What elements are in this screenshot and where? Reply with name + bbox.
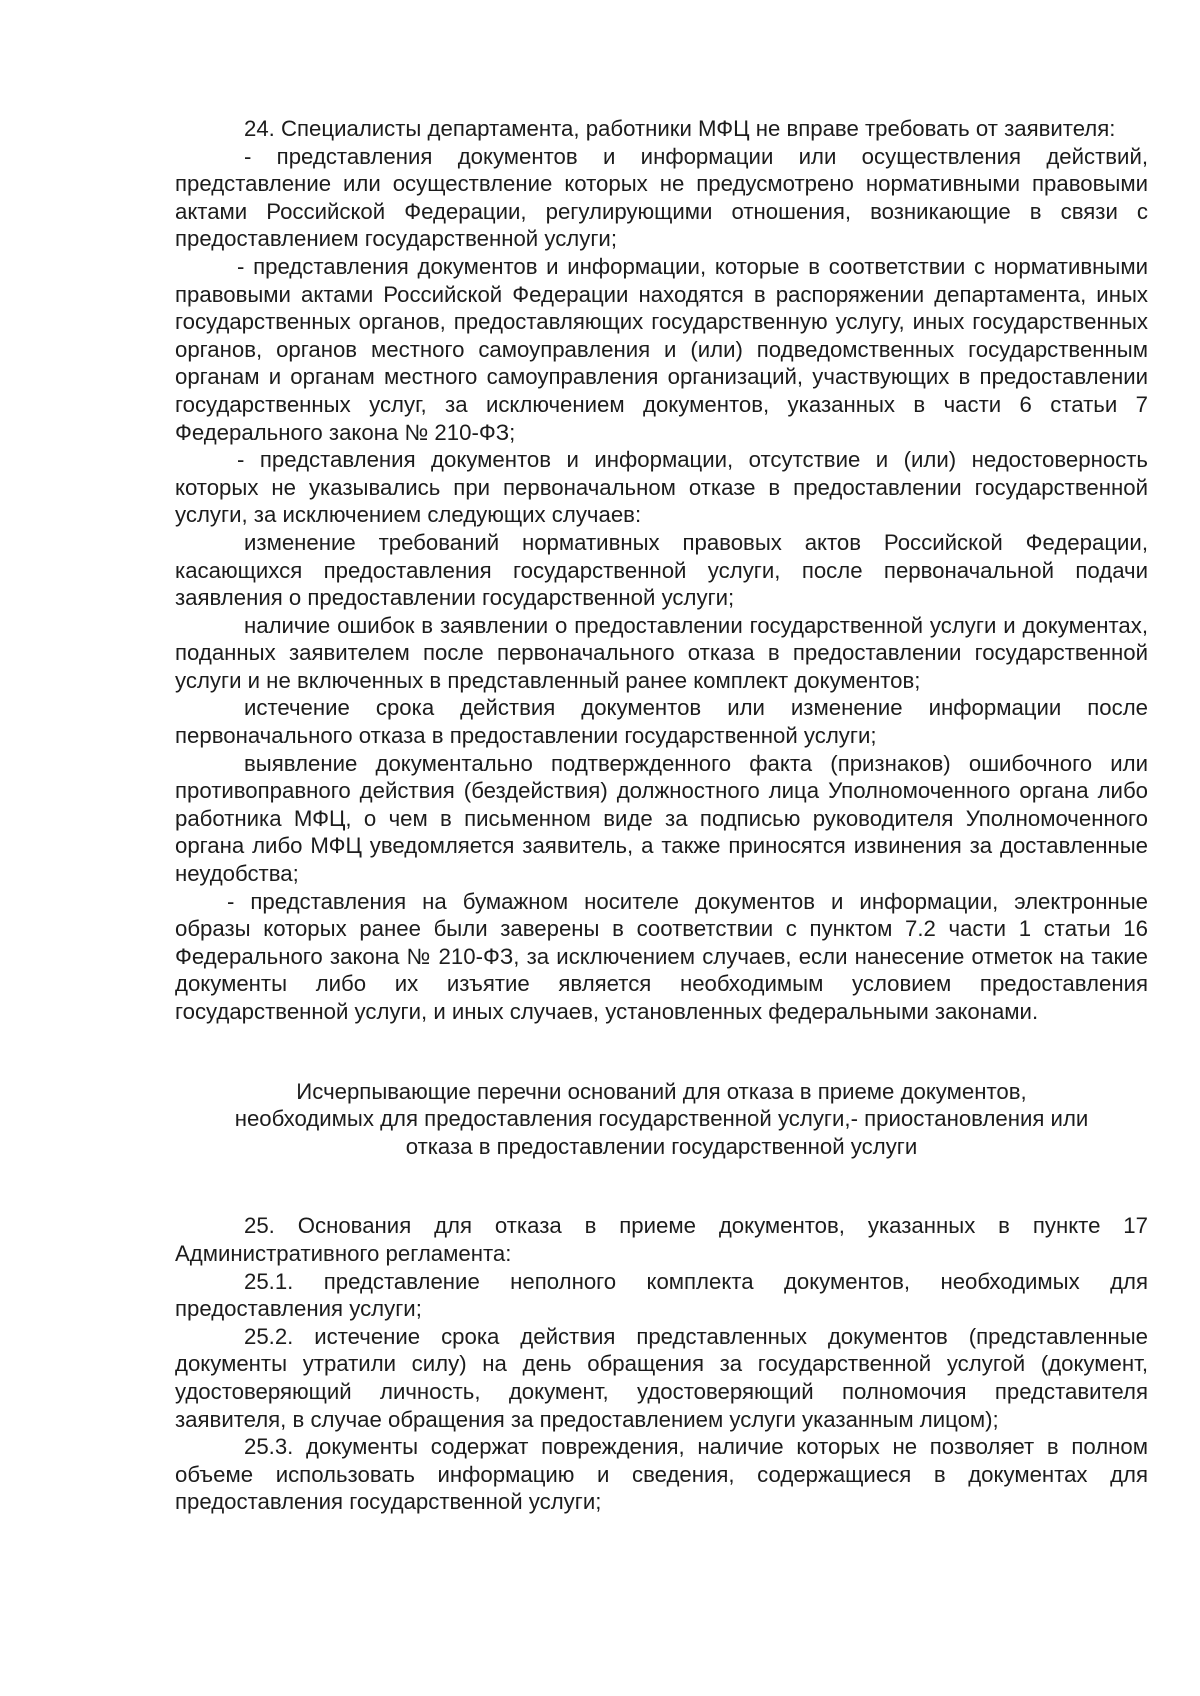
section-24-intro: 24. Специалисты департамента, работники МФЦ не вправе требовать от заявителя: (244, 116, 1116, 141)
section-24-case-4: выявление документально подтвержденного факта (признаков) ошибочного или противоправного действия (бездействия) должностного лица Уполномоченного органа либо работника МФЦ, о чем в письменном виде за подписью руководителя Уполномоченного органа либо МФЦ уведомляется заявитель, а также приносятся извинения за доставленные неудобства; (175, 750, 1148, 887)
section-24-item-3: - представления документов и информации, отсутствие и (или) недостоверность которых не указывались при первоначальном отказе в предоставлении государственной услуги, за исключением следующих случаев: (175, 447, 1148, 528)
section-25-point-2: 25.2. истечение срока действия представленных документов (представленные документы утратили силу) на день обращения за государственной услугой (документ, удостоверяющий личность, документ, удостоверяющий полномочия представителя заявителя, в случае обращения за предоставлением услуги указанным лицом); (175, 1323, 1148, 1432)
section-25-point-1: 25.1. представление неполного комплекта документов, необходимых для предоставления услуги; (175, 1268, 1148, 1322)
section-25-point-3: 25.3. документы содержат повреждения, наличие которых не позволяет в полном объеме использовать информацию и сведения, содержащиеся в документах для предоставления государственной услуги; (175, 1434, 1148, 1515)
section-24-case-1: изменение требований нормативных правовых актов Российской Федерации, касающихся предоставления государственной услуги, после первоначальной подачи заявления о предоставлении государственной услуги; (175, 529, 1148, 611)
section-heading (175, 1078, 1148, 1161)
section-24-item-2: - представления документов и информации, которые в соответствии с нормативными правовыми актами Российской Федерации находятся в распоряжении департамента, иных государственных органов, предоставляющих государственную услугу, иных государственных органов, органов местного самоуправления и (или) подведомственных государственным органам и органам местного самоуправления организаций, участвующих в предоставлении государственных услуг, за исключением документов, указанных в части 6 статьи 7 Федерального закона № 210-ФЗ; (175, 253, 1148, 445)
section-24-item-1: - представления документов и информации или осуществления действий, представление или осуществление которых не предусмотрено нормативными правовыми актами Российской Федерации, регулирующими отношения, возникающие в связи с предоставлением государственной услуги; (175, 143, 1148, 252)
section-24-case-3: истечение срока действия документов или изменение информации после первоначального отказа в предоставлении государственной услуги; (175, 695, 1148, 749)
heading-line-1: Исчерпывающие перечни оснований для отказа в приеме документов, (296, 1078, 1027, 1104)
heading-line-2: необходимых для предоставления государственной услуги,- приостановления или (234, 1106, 1089, 1132)
heading-line-3: отказа в предоставлении государственной услуги (405, 1133, 918, 1159)
section-25-intro: 25. Основания для отказа в приеме документов, указанных в пункте 17 Административного регламента: (175, 1213, 1148, 1266)
section-24-item-4: - представления на бумажном носителе документов и информации, электронные образы которых ранее были заверены в соответствии с пунктом 7.2 части 1 статьи 16 Федерального закона № 210-ФЗ, за исключением случаев, если нанесение отметок на такие документы либо их изъятие является необходимым условием предоставления государственной услуги, и иных случаев, установленных федеральными законами. (175, 888, 1148, 1024)
section-24-case-2: наличие ошибок в заявлении о предоставлении государственной услуги и документах, поданных заявителем после первоначального отказа в предоставлении государственной услуги и не включенных в представленный ранее комплект документов; (175, 612, 1148, 693)
